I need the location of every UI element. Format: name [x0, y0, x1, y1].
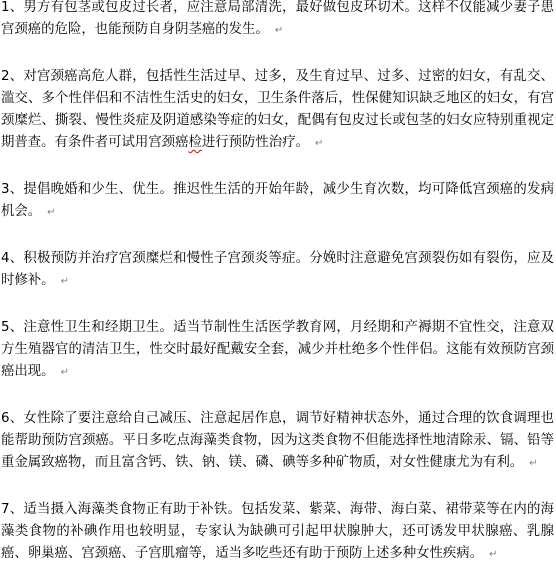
paragraph-1-text: 1、男方有包茎或包皮过长者，应注意局部清洗，最好做包皮环切术。这样不仅能减少妻子患宫颈癌的危险，也能预防自身阴茎癌的发生。 — [1, 0, 554, 37]
paragraph-2-tail: 进行预防性治疗。 — [201, 135, 309, 150]
paragraph-4-text: 4、积极预防并治疗宫颈糜烂和慢性子宫颈炎等症。分娩时注意避免宫颈裂伤如有裂伤，应及时修补。 — [1, 251, 554, 288]
paragraph-mark-icon: ↵ — [60, 367, 69, 378]
paragraph-1 — [1, 0, 554, 42]
paragraph-6 — [1, 408, 554, 475]
paragraph-mark-icon: ↵ — [489, 549, 498, 560]
paragraph-6-text: 6、女性除了要注意给自己减压、注意起居作息，调节好精神状态外，通过合理的饮食调理也能帮助预防宫颈癌。平日多吃点海藻类食物，因为这类食物不但能选择性地清除汞、镉、铅等重金属致癌物，而且富含钙、铁、钠、镁、磷、碘等多种矿物质，对女性健康尤为有利。 — [1, 411, 554, 470]
paragraph-mark-icon: ↵ — [314, 138, 324, 149]
paragraph-7-text: 7、适当摄入海藻类食物正有助于补铁。包括发菜、紫菜、海带、海白菜、裙带菜等在内的海藻类食物的补碘作用也较明显，专家认为缺碘可引起甲状腺肿大，还可诱发甲状腺癌、乳腺癌、卵巢癌、宫颈癌、子宫肌瘤等，适当多吃些还有助于预防上述多种女性疾病。 — [1, 502, 554, 561]
paragraph-mark-icon: ↵ — [529, 458, 538, 469]
paragraph-7 — [1, 499, 554, 566]
paragraph-2 — [1, 66, 554, 155]
paragraph-mark-icon: ↵ — [47, 207, 56, 218]
paragraph-5-text: 5、注意性卫生和经期卫生。适当节制性生活医学教育网，月经期和产褥期不宜性交，注意双方生殖器官的清洁卫生，性交时最好配戴安全套，减少并杜绝多个性伴侣。这能有效预防宫颈癌出现。 — [1, 320, 554, 379]
paragraph-3-text: 3、提倡晚婚和少生、优生。推迟性生活的开始年龄，减少生育次数，均可降低宫颈癌的发病机会。 — [1, 182, 554, 219]
paragraph-4 — [1, 248, 554, 293]
paragraph-2-text: 2、对宫颈癌高危人群，包括性生活过早、过多，及生育过早、过多、过密的妇女，有乱交、滥交、多个性伴侣和不洁性生活史的妇女，卫生条件落后，性保健知识缺乏地区的妇女，有宫颈糜烂、撕裂、慢性炎症及阴道感染等症的妇女，配偶有包皮过长或包茎的妇女应特别重视定期普查。有条件者可试用宫颈癌 — [1, 69, 554, 150]
spellcheck-underline-word: 检 — [188, 135, 202, 150]
paragraph-mark-icon: ↵ — [60, 276, 69, 287]
paragraph-3 — [1, 179, 554, 224]
paragraph-5 — [1, 317, 554, 384]
paragraph-mark-icon: ↵ — [274, 25, 284, 36]
